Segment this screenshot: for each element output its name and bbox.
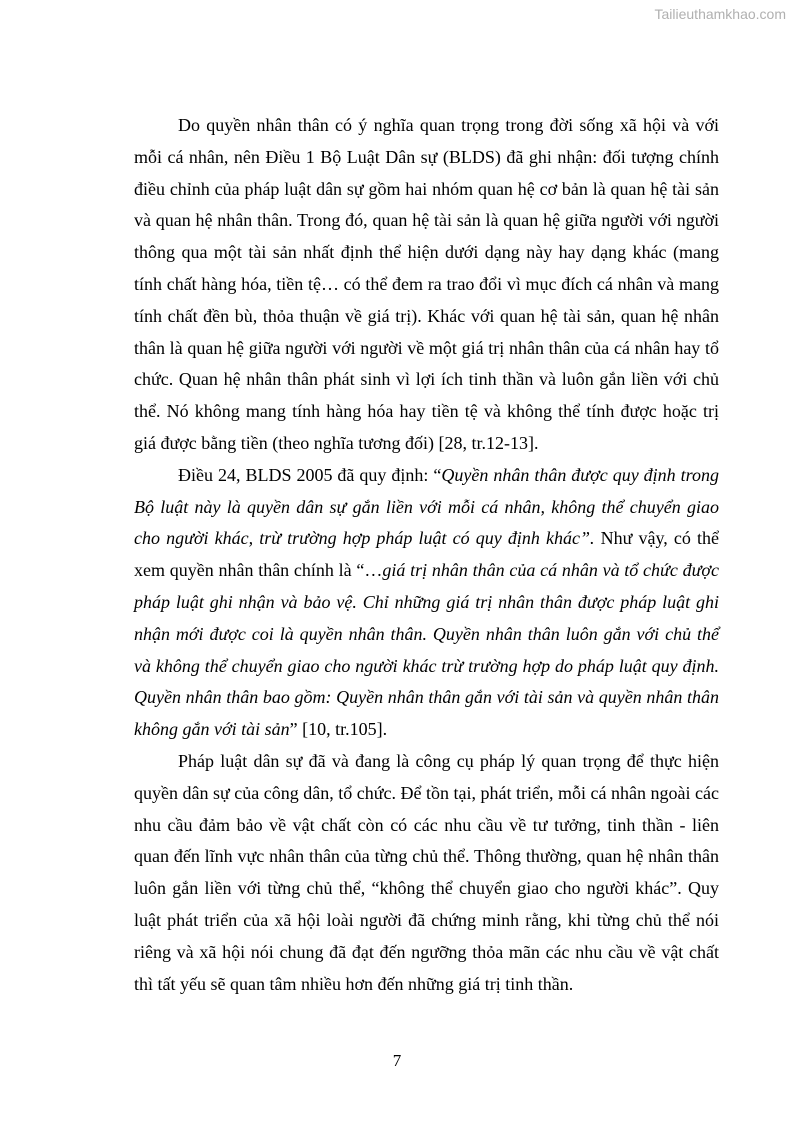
paragraph-3-text: Pháp luật dân sự đã và đang là công cụ pháp lý quan trọng để thực hiện quyền dân sự của công dân, tổ chức. Để tồn tại, phát triển, mỗi cá nhân ngoài các nhu cầu đảm bảo về vật chất còn có các nhu cầu về tư tưởng, tinh thần - liên quan đến lĩnh vực nhân thân của từng chủ thể. Thông thường, quan hệ nhân thân luôn gắn liền với từng chủ thể, “không thể chuyển giao cho người khác”. Quy luật phát triển của xã hội loài người đã chứng minh rằng, khi từng chủ thể nói riêng và xã hội nói chung đã đạt đến ngưỡng thỏa mãn các nhu cầu về vật chất thì tất yếu sẽ quan tâm nhiều hơn đến những giá trị tinh thần. [134,750,719,994]
paragraph-1-text: Do quyền nhân thân có ý nghĩa quan trọng trong đời sống xã hội và với mỗi cá nhân, nên Điều 1 Bộ Luật Dân sự (BLDS) đã ghi nhận: đối tượng chính điều chỉnh của pháp luật dân sự gồm hai nhóm quan hệ cơ bản là quan hệ tài sản và quan hệ nhân thân. Trong đó, quan hệ tài sản là quan hệ giữa người với người thông qua một tài sản nhất định thể hiện dưới dạng này hay dạng khác (mang tính chất hàng hóa, tiền tệ… có thể đem ra trao đổi vì mục đích cá nhân và mang tính chất đền bù, thỏa thuận về giá trị). Khác với quan hệ tài sản, quan hệ nhân thân là quan hệ giữa người với người về một giá trị nhân thân của cá nhân hay tổ chức. Quan hệ nhân thân phát sinh vì lợi ích tinh thần và luôn gắn liền với chủ thể. Nó không mang tính hàng hóa hay tiền tệ và không thể tính được hoặc trị giá được bằng tiền (theo nghĩa tương đối) [28, tr.12-13]. [134,115,719,453]
paragraph-2-quote-italic: giá trị nhân thân của cá nhân và tổ chức được pháp luật ghi nhận và bảo vệ. Chỉ những giá trị nhân thân được pháp luật ghi nhận mới được coi là quyền nhân thân. Quyền nhân thân luôn gắn với chủ thể và không thể chuyển giao cho người khác trừ trường hợp do pháp luật quy định. Quyền nhân thân bao gồm: Quyền nhân thân gắn với tài sản và quyền nhân thân không gắn với tài sản [134,560,719,740]
paragraph-2-text: Điều 24, BLDS 2005 đã quy định: “ [178,464,442,485]
paragraph-1 [134,110,719,460]
paragraph-2-text: Như vậy, có thể xem quyền nhân thân chính là “… [134,528,719,581]
paragraph-2-citation: ” [10, tr.105]. [289,719,388,740]
body-text [134,110,719,1000]
paragraph-2-quote-italic: Quyền nhân thân được quy định trong Bộ luật này là quyền dân sự gắn liền với mỗi cá nhân, không thể chuyển giao cho người khác, trừ trường hợp pháp luật có quy định khác”. [134,464,719,549]
paragraph-2 [134,460,719,746]
page-number: 7 [392,1051,402,1070]
paragraph-3 [134,746,719,1000]
watermark: Tailieuthamkhao.com [654,6,786,22]
